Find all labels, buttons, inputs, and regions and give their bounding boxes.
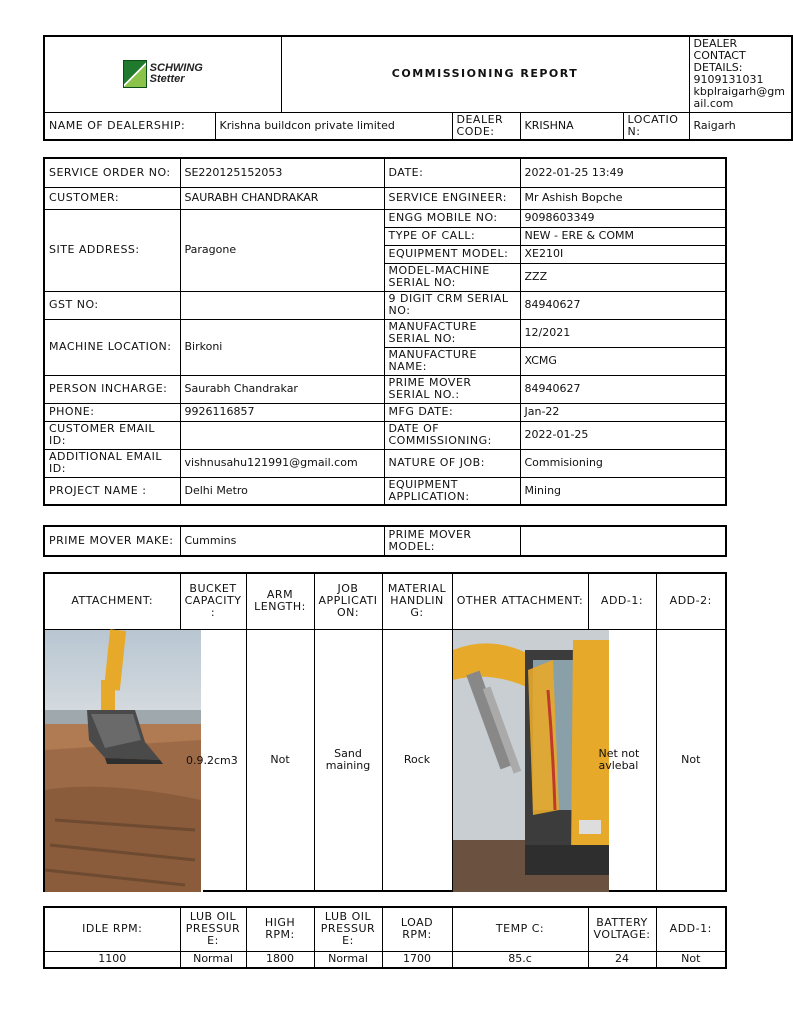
job-application-header: JOB APPLICATION:	[314, 573, 382, 629]
dealer-contact-cell	[689, 36, 792, 112]
brand-logo	[49, 60, 277, 88]
add2-header: ADD-2:	[656, 573, 726, 629]
idle-rpm-header: IDLE RPM:	[44, 907, 180, 951]
type-of-call-label: TYPE OF CALL:	[384, 227, 520, 245]
arm-length-header: ARM LENGTH:	[246, 573, 314, 629]
equipment-model-label: EQUIPMENT MODEL:	[384, 245, 520, 263]
date-label: DATE:	[384, 158, 520, 187]
attachment-photo-cell	[44, 629, 246, 891]
info-table	[43, 157, 727, 506]
temp-value: 85.c	[452, 951, 588, 968]
date-commissioning-label: DATE OF COMMISSIONING:	[384, 421, 520, 449]
readings-table	[43, 906, 727, 969]
arm-length-value: Not	[246, 629, 314, 891]
material-handling-value: Rock	[382, 629, 452, 891]
other-attachment-header: OTHER ATTACHMENT:	[452, 573, 588, 629]
load-rpm-header: LOAD RPM:	[382, 907, 452, 951]
engg-mobile-label: ENGG MOBILE NO:	[384, 209, 520, 227]
service-engineer-label: SERVICE ENGINEER:	[384, 187, 520, 209]
project-name-value: Delhi Metro	[180, 477, 384, 505]
site-address-value: Paragone	[180, 209, 384, 291]
header-table	[43, 35, 793, 141]
date-commissioning-value: 2022-01-25	[520, 421, 726, 449]
dealership-value: Krishna buildcon private limited	[215, 112, 452, 140]
customer-value: SAURABH CHANDRAKAR	[180, 187, 384, 209]
bucket-capacity-value: 0.9.2cm3	[186, 753, 238, 767]
customer-email-label: CUSTOMER EMAIL ID:	[44, 421, 180, 449]
nature-of-job-value: Commisioning	[520, 449, 726, 477]
dealership-label: NAME OF DEALERSHIP:	[44, 112, 215, 140]
manufacture-name-value: XCMG	[520, 347, 726, 375]
add1-header: ADD-1:	[588, 573, 656, 629]
mfg-date-label: MFG DATE:	[384, 403, 520, 421]
high-rpm-value: 1800	[246, 951, 314, 968]
project-name-label: PROJECT NAME :	[44, 477, 180, 505]
prime-mover-model-value	[520, 526, 726, 556]
add2-value: Not	[656, 629, 726, 891]
prime-mover-model-label: PRIME MOVER MODEL:	[384, 526, 520, 556]
battery-voltage-header: BATTERY VOLTAGE:	[588, 907, 656, 951]
material-handling-header: MATERIAL HANDLING:	[382, 573, 452, 629]
battery-voltage-value: 24	[588, 951, 656, 968]
crm-serial-value: 84940627	[520, 291, 726, 319]
engg-mobile-value: 9098603349	[520, 209, 726, 227]
attachment-table	[43, 572, 727, 892]
model-serial-value: ZZZ	[520, 263, 726, 291]
person-incharge-value: Saurabh Chandrakar	[180, 375, 384, 403]
mfg-date-value: Jan-22	[520, 403, 726, 421]
prime-mover-make-value: Cummins	[180, 526, 384, 556]
bucket-capacity-header: BUCKET CAPACITY:	[180, 573, 246, 629]
logo-cell	[44, 36, 281, 112]
manufacture-serial-label: MANUFACTURE SERIAL NO:	[384, 319, 520, 347]
customer-label: CUSTOMER:	[44, 187, 180, 209]
lub-oil-pressure-value-1: Normal	[180, 951, 246, 968]
equipment-application-label: EQUIPMENT APPLICATION:	[384, 477, 520, 505]
phone-label: PHONE:	[44, 403, 180, 421]
logo-line2: Stetter	[149, 73, 185, 86]
additional-email-value: vishnusahu121991@gmail.com	[180, 449, 384, 477]
high-rpm-header: HIGH RPM:	[246, 907, 314, 951]
attachment-header: ATTACHMENT:	[44, 573, 180, 629]
gst-value	[180, 291, 384, 319]
idle-rpm-value: 1100	[44, 951, 180, 968]
date-value: 2022-01-25 13:49	[520, 158, 726, 187]
logo-line1: SCHWING	[149, 62, 203, 75]
model-serial-label: MODEL-MACHINE SERIAL NO:	[384, 263, 520, 291]
customer-email-value	[180, 421, 384, 449]
other-attachment-photo-cell	[452, 629, 656, 891]
logo-icon	[123, 60, 147, 88]
dealer-contact-label: DEALER CONTACT DETAILS:	[693, 37, 746, 74]
readings-add1-value: Not	[656, 951, 726, 968]
machine-location-label: MACHINE LOCATION:	[44, 319, 180, 375]
dealer-email: kbplraigarh@gmail.com	[693, 85, 785, 110]
machine-location-value: Birkoni	[180, 319, 384, 375]
prime-mover-table	[43, 525, 727, 557]
gst-label: GST NO:	[44, 291, 180, 319]
manufacture-serial-value: 12/2021	[520, 319, 726, 347]
service-order-value: SE220125152053	[180, 158, 384, 187]
lub-oil-pressure-header-2: LUB OIL PRESSURE:	[314, 907, 382, 951]
equipment-application-value: Mining	[520, 477, 726, 505]
equipment-model-value: XE210I	[520, 245, 726, 263]
load-rpm-value: 1700	[382, 951, 452, 968]
service-engineer-value: Mr Ashish Bopche	[520, 187, 726, 209]
manufacture-name-label: MANUFACTURE NAME:	[384, 347, 520, 375]
dealer-code-value: KRISHNA	[520, 112, 623, 140]
lub-oil-pressure-value-2: Normal	[314, 951, 382, 968]
readings-add1-header: ADD-1:	[656, 907, 726, 951]
additional-email-label: ADDITIONAL EMAIL ID:	[44, 449, 180, 477]
crm-serial-label: 9 DIGIT CRM SERIAL NO:	[384, 291, 520, 319]
prime-mover-serial-label: PRIME MOVER SERIAL NO.:	[384, 375, 520, 403]
add1-value: Net not avlebal	[598, 746, 640, 772]
site-address-label: SITE ADDRESS:	[44, 209, 180, 291]
dealer-code-label: DEALER CODE:	[452, 112, 520, 140]
report-title: COMMISSIONING REPORT	[281, 36, 689, 112]
phone-value: 9926116857	[180, 403, 384, 421]
dealer-phone: 9109131031	[693, 73, 764, 86]
prime-mover-make-label: PRIME MOVER MAKE:	[44, 526, 180, 556]
excavator-bucket-photo	[45, 630, 203, 892]
nature-of-job-label: NATURE OF JOB:	[384, 449, 520, 477]
job-application-value: Sand maining	[314, 629, 382, 891]
temp-header: TEMP C:	[452, 907, 588, 951]
location-label: LOCATION:	[623, 112, 689, 140]
prime-mover-serial-value: 84940627	[520, 375, 726, 403]
type-of-call-value: NEW - ERE & COMM	[520, 227, 726, 245]
lub-oil-pressure-header-1: LUB OIL PRESSURE:	[180, 907, 246, 951]
service-order-label: SERVICE ORDER NO:	[44, 158, 180, 187]
location-value: Raigarh	[689, 112, 792, 140]
excavator-cab-photo	[453, 630, 609, 892]
person-incharge-label: PERSON INCHARGE:	[44, 375, 180, 403]
